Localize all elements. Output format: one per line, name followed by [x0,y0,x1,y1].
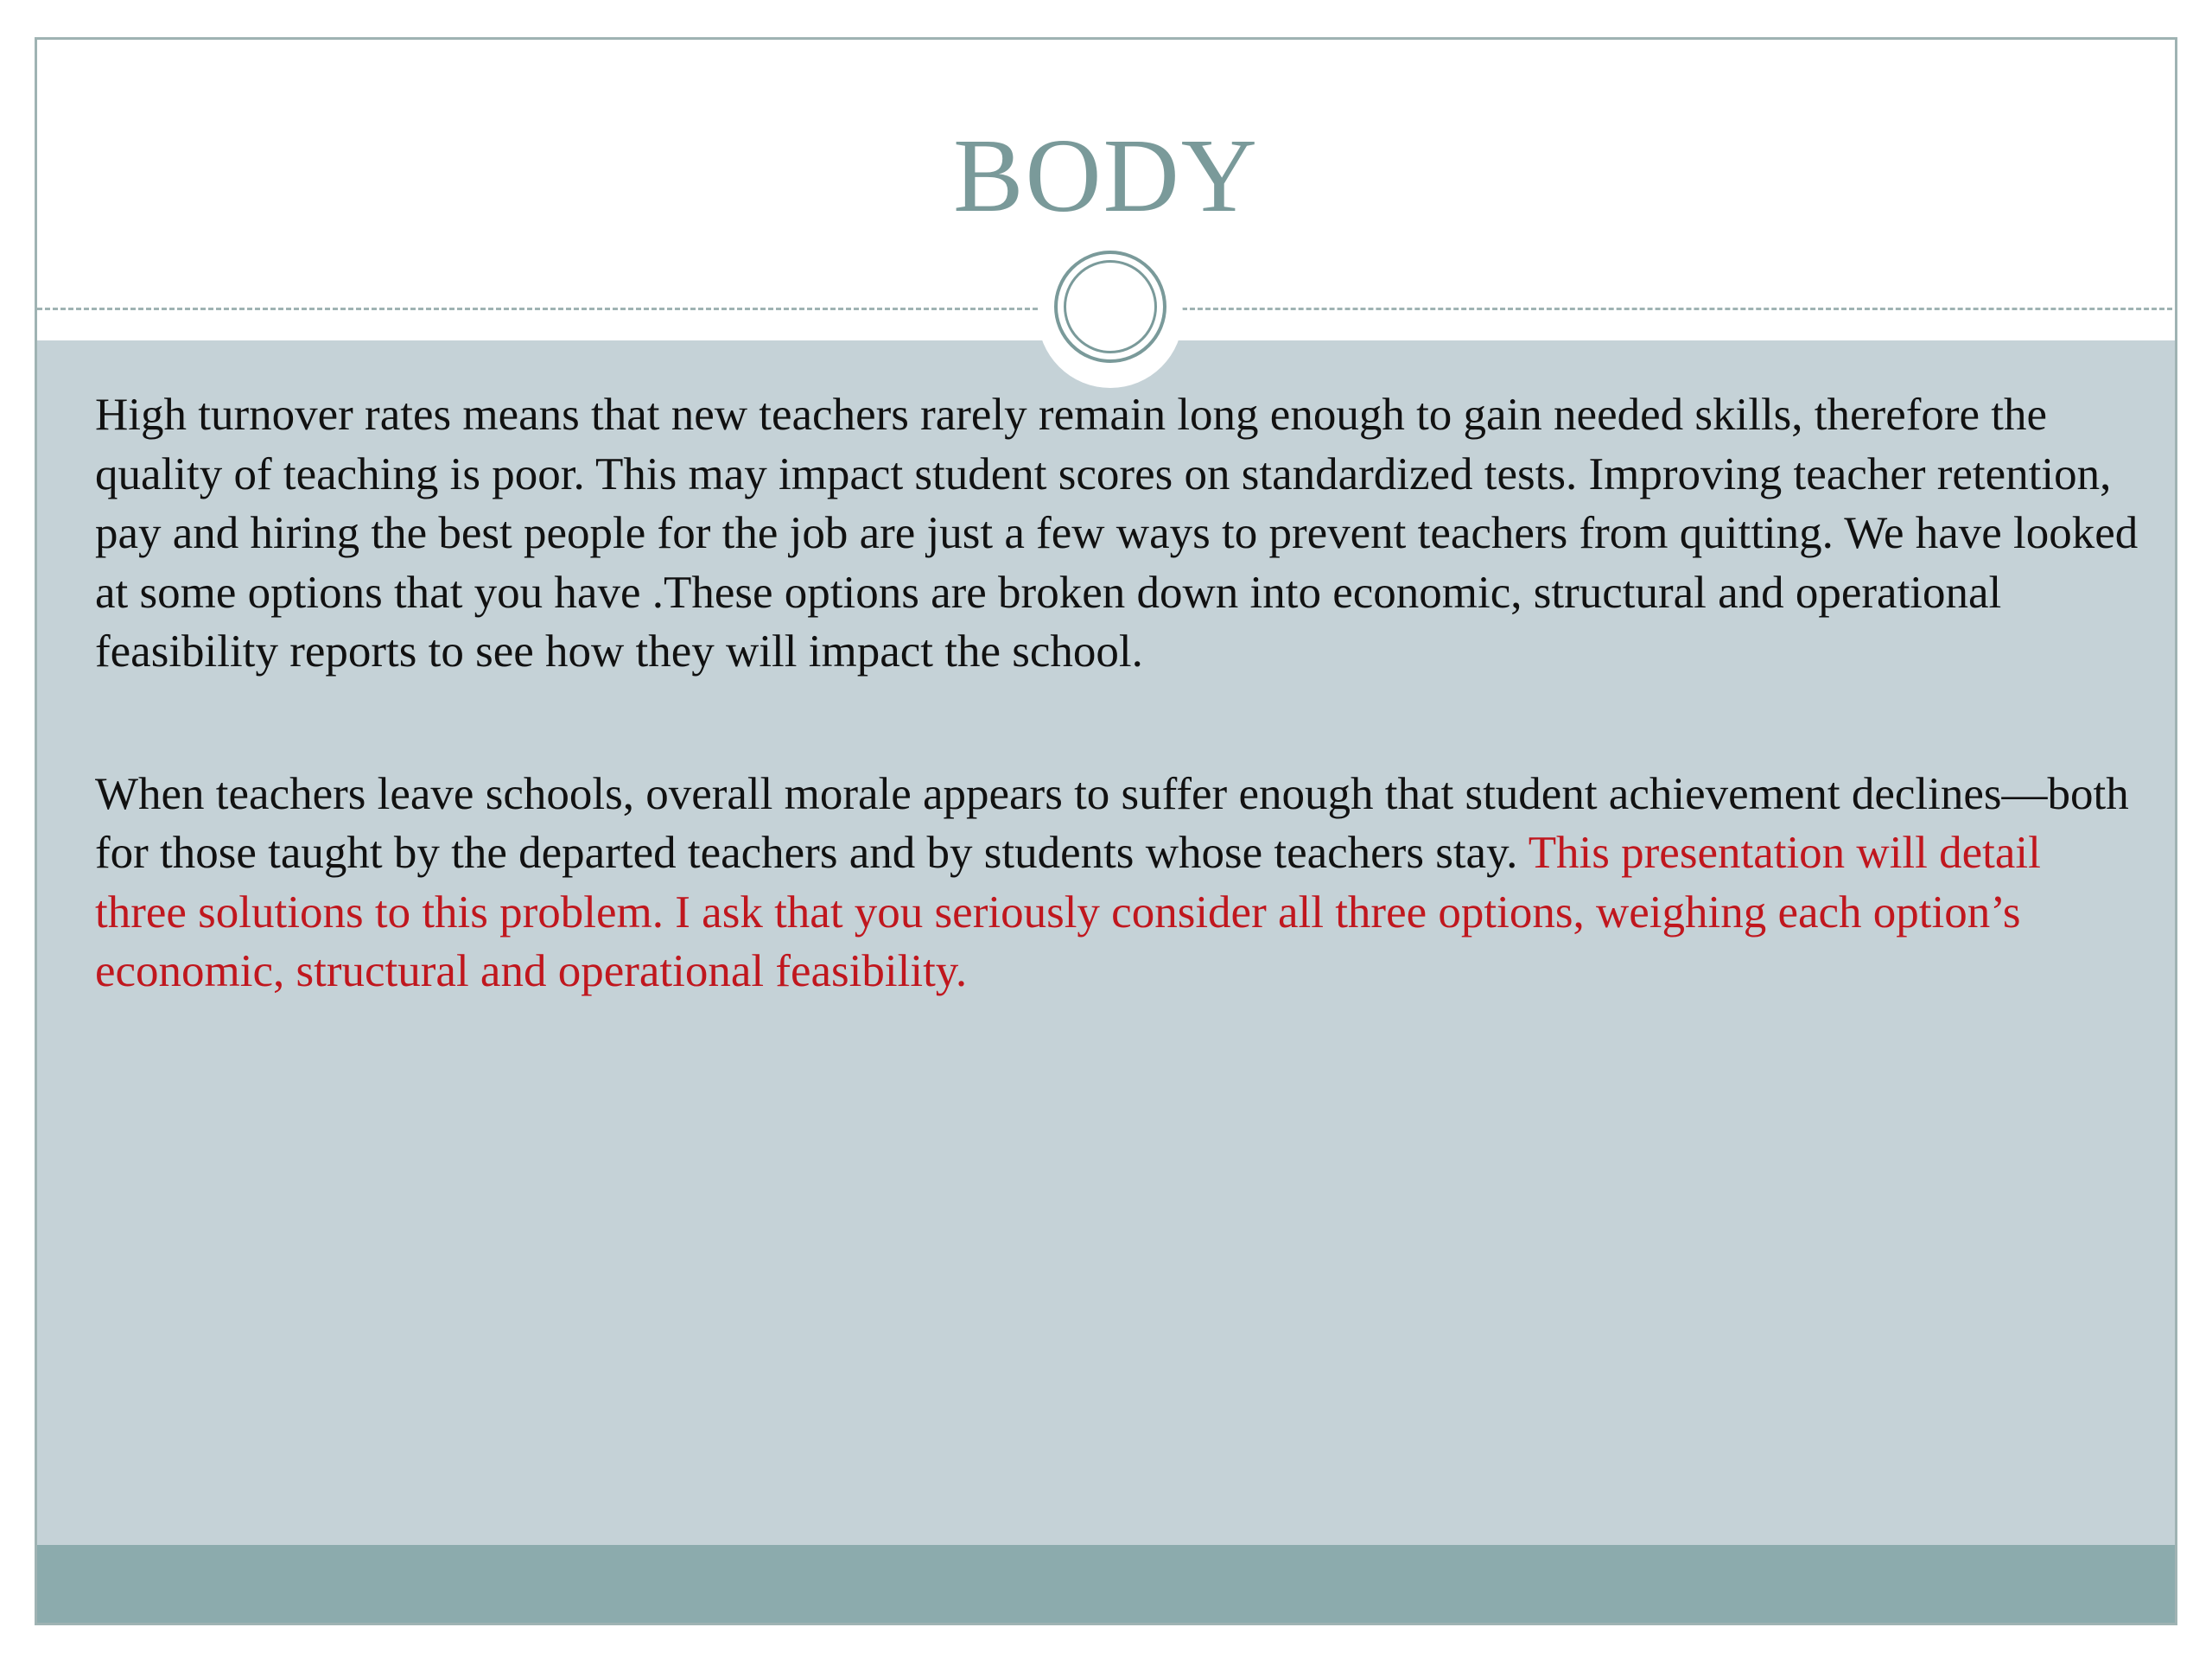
divider-right [1182,308,2177,310]
paragraph-turnover: High turnover rates means that new teachers rarely remain long enough to gain needed skills, therefore the quality of teaching is poor. This may impact student scores on standardized tests. Improving teacher retention, pay and hiring the best people for the job are just a few ways to prevent teachers from quitting. We have looked at some options that you have .These options are broken down into economic, structural and operational feasibility reports to see how they will impact the school. [95,390,2139,677]
slide-body [95,385,2143,1084]
paragraph-morale-text: When teachers leave schools, overall morale appears to suffer enough that student achievement declines—both for those taught by the departed teachers and by students whose teachers stay. [95,768,2129,878]
circle-ornament-icon [1054,251,1166,363]
slide [35,37,2177,1625]
footer-bar [37,1545,2175,1623]
divider-left [37,308,1038,310]
paragraph-morale [95,765,2143,1001]
slide-title: BODY [953,118,1259,234]
highlighted-request: This presentation will detail three solutions to this problem. I ask that you seriously consider all three options, weighing each option’s economic, structural and operational feasibility. [95,828,2041,996]
